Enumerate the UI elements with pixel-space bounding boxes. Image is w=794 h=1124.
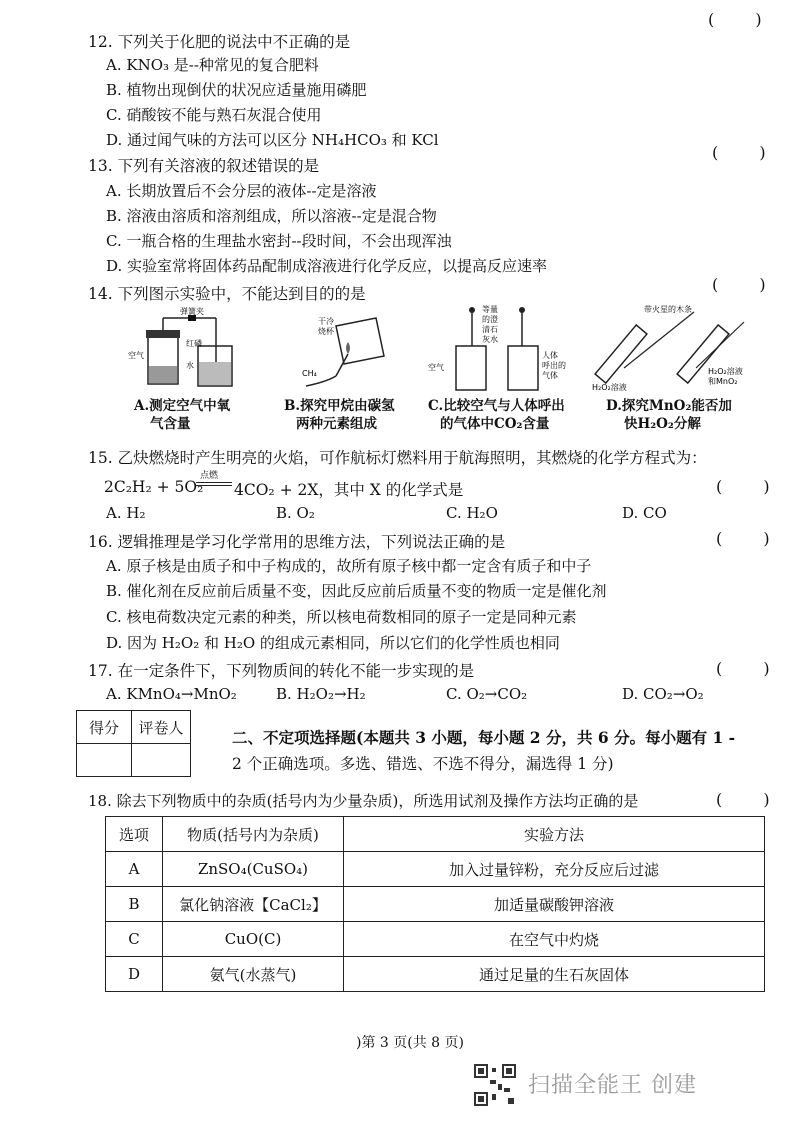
fig-a-label-clip: 弹簧夹 (180, 307, 204, 316)
row-c-option: C (106, 922, 163, 957)
q15-equation-right: 4CO₂ + 2X，其中 X 的化学式是 (234, 481, 464, 499)
grader-header: 评卷人 (132, 711, 191, 744)
qr-code-icon (474, 1064, 516, 1106)
q13-option-b: B. 溶液由溶质和溶剂组成，所以溶液--定是混合物 (106, 207, 437, 225)
q16-option-d: D. 因为 H₂O₂ 和 H₂O 的组成元素相同，所以它们的化学性质也相同 (106, 634, 560, 652)
score-header: 得分 (77, 711, 132, 744)
q18-answer-paren: ( ) (716, 790, 788, 809)
table-row (106, 922, 765, 957)
fig-d-label-mix1: H₂O₂溶液 (708, 367, 743, 376)
row-d-substance: 氨气(水蒸气) (163, 957, 344, 992)
fig-d-label-h2o2: H₂O₂溶液 (592, 383, 627, 392)
q13-answer-paren: ( ) (712, 143, 784, 162)
q15-equation-condition: 点燃 (200, 471, 219, 481)
fig-c-label-ex2: 呼出的 (542, 361, 566, 370)
fig-a-label-air: 空气 (128, 351, 144, 360)
row-c-method: 在空气中灼烧 (344, 922, 765, 957)
q16-option-c: C. 核电荷数决定元素的种类，所以核电荷数相同的原子一定是同种元素 (106, 608, 577, 626)
row-b-method: 加适量碳酸钾溶液 (344, 887, 765, 922)
section2-heading-line2: 2 个正确选项。多选、错选、不选不得分，漏选得 1 分) (232, 755, 614, 773)
fig-a-caption-1: A.测定空气中氧 (134, 398, 231, 414)
q12-option-c: C. 硝酸铵不能与熟石灰混合使用 (106, 106, 322, 124)
row-b-option: B (106, 887, 163, 922)
row-a-method: 加入过量锌粉，充分反应后过滤 (344, 852, 765, 887)
row-b-substance: 氯化钠溶液【CaCl₂】 (163, 887, 344, 922)
q15-answer-paren: ( ) (716, 477, 788, 496)
fig-c-label-eq1: 等量 (482, 305, 498, 314)
fig-d-label-mix2: 和MnO₂ (708, 377, 738, 386)
q16-stem: 16. 逻辑推理是学习化学常用的思维方法，下列说法正确的是 (88, 533, 506, 551)
row-c-substance: CuO(C) (163, 922, 344, 957)
fig-b-label-ch4: CH₄ (302, 369, 317, 378)
fig-b-label-cold1: 干冷 (318, 317, 334, 326)
q17-option-a: A. KMnO₄→MnO₂ (106, 685, 237, 703)
table-row (106, 852, 765, 887)
fig-c-caption-1: C.比较空气与人体呼出 (428, 398, 565, 414)
q12-option-b: B. 植物出现倒伏的状况应适量施用磷肥 (106, 81, 367, 99)
q14-stem: 14. 下列图示实验中，不能达到目的的是 (88, 285, 366, 303)
q17-stem: 17. 在一定条件下，下列物质间的转化不能一步实现的是 (88, 662, 475, 680)
q17-answer-paren: ( ) (716, 659, 788, 678)
fig-c-label-eq4: 灰水 (482, 335, 498, 344)
fig-c-label-ex1: 人体 (542, 351, 558, 360)
q17-option-d: D. CO₂→O₂ (622, 685, 704, 703)
fig-c-label-air: 空气 (428, 363, 444, 372)
fig-b-label-cold2: 烧杯 (318, 327, 334, 336)
fig-a-caption-2: 气含量 (150, 416, 191, 432)
fig-d-label-stick: 带火星的木条 (644, 305, 692, 314)
q16-answer-paren: ( ) (716, 529, 788, 548)
q14-answer-paren: ( ) (712, 275, 784, 294)
figure-d-apparatus (584, 302, 754, 394)
fig-c-label-eq3: 清石 (482, 325, 498, 334)
table-header-substance: 物质(括号内为杂质) (163, 817, 344, 852)
q15-stem: 15. 乙炔燃烧时产生明亮的火焰，可作航标灯燃料用于航海照明，其燃烧的化学方程式为： (88, 449, 707, 467)
q12-option-d: D. 通过闻气味的方法可以区分 NH₄HCO₃ 和 KCl (106, 131, 439, 149)
q12-option-a: A. KNO₃ 是--种常见的复合肥料 (106, 56, 319, 74)
score-box (76, 710, 191, 777)
fig-c-caption-2: 的气体中CO₂含量 (440, 416, 550, 432)
q17-option-c: C. O₂→CO₂ (446, 685, 528, 703)
table-header-option: 选项 (106, 817, 163, 852)
row-d-option: D (106, 957, 163, 992)
q18-stem: 18. 除去下列物质中的杂质(括号内为少量杂质)，所选用试剂及操作方法均正确的是 (88, 792, 639, 810)
q17-option-b: B. H₂O₂→H₂ (276, 685, 366, 703)
q13-option-d: D. 实验室常将固体药品配制成溶液进行化学反应，以提高反应速率 (106, 257, 548, 275)
q18-table (105, 816, 765, 992)
q15-option-d: D. CO (622, 504, 667, 522)
q16-option-b: B. 催化剂在反应前后质量不变，因此反应前后质量不变的物质一定是催化剂 (106, 582, 607, 600)
q16-option-a: A. 原子核是由质子和中子构成的，故所有原子核中都一定含有质子和中子 (106, 557, 592, 575)
figure-b-apparatus (296, 306, 396, 394)
fig-a-label-redp: 红磷 (186, 339, 202, 348)
table-row (106, 957, 765, 992)
row-a-option: A (106, 852, 163, 887)
fig-d-caption-1: D.探究MnO₂能否加 (606, 398, 732, 414)
answer-paren: ( ) (708, 10, 780, 29)
q13-option-c: C. 一瓶合格的生理盐水密封--段时间，不会出现浑浊 (106, 232, 452, 250)
grader-cell[interactable] (132, 744, 191, 777)
q13-stem: 13. 下列有关溶液的叙述错误的是 (88, 157, 320, 175)
page-footer: )第 3 页(共 8 页) (356, 1035, 465, 1051)
fig-b-caption-2: 两种元素组成 (296, 416, 377, 432)
scanner-watermark: 扫描全能王 创建 (528, 1073, 697, 1098)
row-d-method: 通过足量的生石灰固体 (344, 957, 765, 992)
figure-c-apparatus (428, 302, 578, 394)
fig-c-label-eq2: 的澄 (482, 315, 498, 324)
fig-c-label-ex3: 气体 (542, 371, 558, 380)
q12-stem: 12. 下列关于化肥的说法中不正确的是 (88, 33, 351, 51)
equation-arrow-icon (196, 481, 232, 487)
q15-option-b: B. O₂ (276, 504, 315, 522)
figure-a-apparatus (128, 306, 238, 394)
fig-d-caption-2: 快H₂O₂分解 (624, 416, 701, 432)
score-cell[interactable] (77, 744, 132, 777)
row-a-substance: ZnSO₄(CuSO₄) (163, 852, 344, 887)
fig-b-caption-1: B.探究甲烷由碳氢 (284, 398, 395, 414)
table-header-method: 实验方法 (344, 817, 765, 852)
q15-option-a: A. H₂ (106, 504, 146, 522)
q15-equation-left: 2C₂H₂ + 5O₂ (104, 478, 204, 496)
q15-option-c: C. H₂O (446, 504, 498, 522)
section2-heading-line1: 二、不定项选择题(本题共 3 小题，每小题 2 分，共 6 分。每小题有 1 - (232, 728, 736, 747)
q13-option-a: A. 长期放置后不会分层的液体--定是溶液 (106, 182, 377, 200)
fig-a-label-water: 水 (186, 361, 194, 370)
table-row (106, 887, 765, 922)
table-header-row (106, 817, 765, 852)
